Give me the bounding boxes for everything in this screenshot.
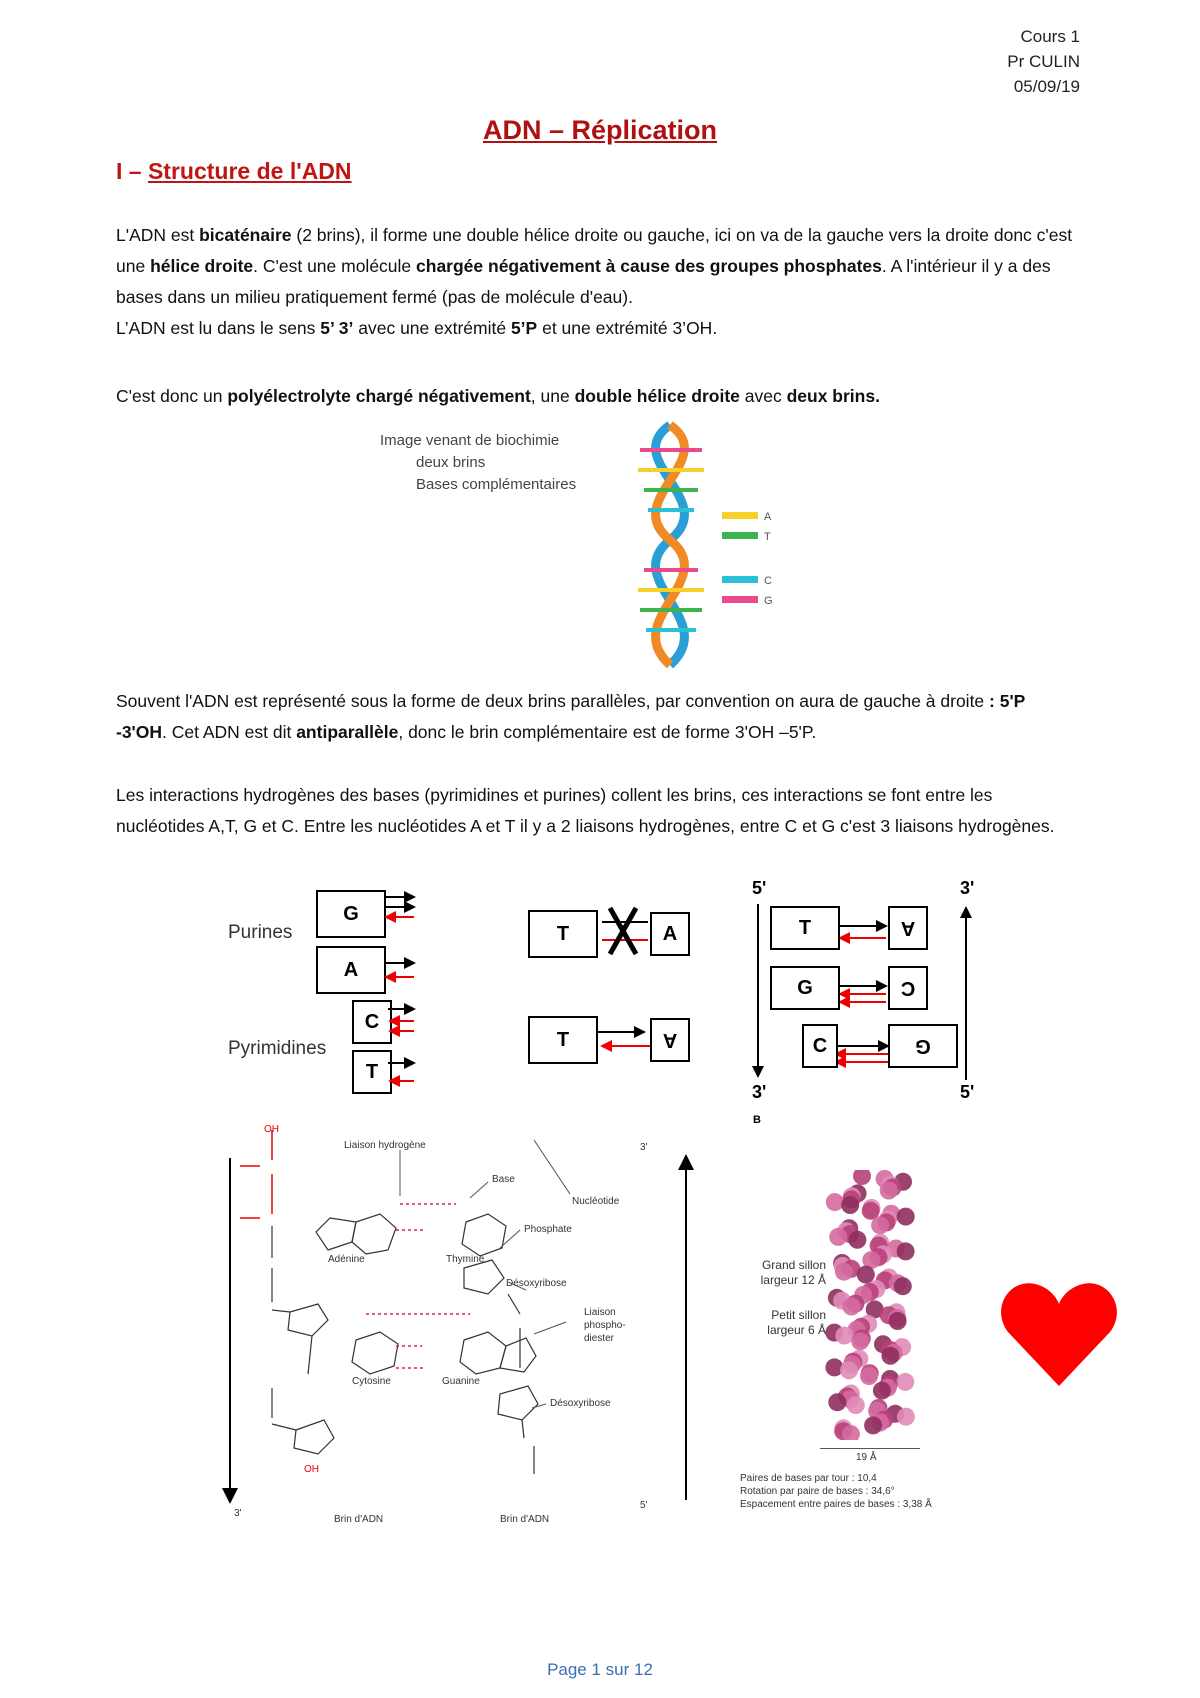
section-title	[116, 158, 352, 185]
text: , une	[530, 386, 575, 406]
stat-line: Rotation par paire de bases : 34,6°	[740, 1486, 895, 1497]
helix-atom	[826, 1193, 844, 1211]
liaison-hydrogene-label: Liaison hydrogène	[344, 1140, 426, 1151]
helix-atom	[881, 1347, 899, 1365]
strand-c2-box: C	[802, 1024, 838, 1068]
thymine-label: Thymine	[446, 1254, 485, 1265]
helix-atom	[828, 1393, 846, 1411]
middle-t-box-bottom: T	[528, 1016, 598, 1064]
helix-atom	[889, 1312, 907, 1330]
base-label: Base	[492, 1174, 515, 1185]
text: L’ADN est lu dans le sens	[116, 318, 321, 338]
legend-c: C	[764, 575, 772, 587]
adenine-label: Adénine	[328, 1254, 365, 1265]
text: . A l'intérieur il y a des bases dans un milieu pratiquement fermé (pas de molécule d'eau).	[116, 256, 1051, 307]
caption-line: Bases complémentaires	[416, 476, 577, 493]
base-c-box: C	[352, 1000, 392, 1044]
helix-atom	[871, 1216, 889, 1234]
helix-stats	[740, 1472, 932, 1511]
bold-text: deux brins.	[786, 386, 880, 406]
text: 3'OH –5'P.	[734, 722, 817, 742]
helix-atom	[897, 1408, 915, 1426]
space-filling-helix	[820, 1170, 920, 1440]
text: . C'est une molécule	[253, 256, 417, 276]
bold-text: double hélice droite	[574, 386, 740, 406]
text: et une extrémité	[537, 318, 673, 338]
bold-text: bicaténaire	[199, 225, 292, 245]
chemical-structure-figure	[220, 1118, 720, 1538]
section-title-text: Structure de l'ADN	[147, 158, 352, 184]
helix-atom	[847, 1396, 865, 1414]
header-meta	[1007, 24, 1080, 99]
strand-g-box: G	[770, 966, 840, 1010]
label-5-bottom: 5'	[640, 1500, 648, 1511]
helix-atom	[880, 1182, 898, 1200]
nucleotide-label: Nucléotide	[572, 1196, 620, 1207]
caption-line: largeur 6 Å	[767, 1323, 826, 1337]
helix-atom	[864, 1416, 882, 1434]
helix-atom	[894, 1277, 912, 1295]
desoxyribose-label-2: Désoxyribose	[550, 1398, 611, 1409]
bold-text: 5’ 3’	[320, 318, 354, 338]
label-3-top: 3'	[640, 1142, 648, 1153]
bold-text: hélice droite	[150, 256, 254, 276]
legend-a: A	[764, 511, 772, 523]
strand-g2-box: G	[888, 1024, 958, 1068]
heart-icon	[1000, 1278, 1118, 1390]
pyrimidines-label: Pyrimidines	[228, 1038, 327, 1059]
helix-atom	[897, 1208, 915, 1226]
desoxyribose-label: Désoxyribose	[506, 1278, 567, 1289]
cytosine-label: Cytosine	[352, 1376, 391, 1387]
text: C'est donc un	[116, 386, 228, 406]
helix-atom	[829, 1228, 847, 1246]
middle-arrows	[594, 1020, 652, 1060]
brin-label-2: Brin d'ADN	[500, 1514, 550, 1525]
helix-atom	[857, 1266, 875, 1284]
page-footer: Page 1 sur 12	[547, 1660, 653, 1679]
bold-text: chargée négativement à cause des groupes phosphates	[416, 256, 882, 276]
text: Souvent l'ADN est représenté sous la forme de deux brins parallèles, par convention on aura de gauche à droite	[116, 691, 990, 711]
bold-text: antiparallèle	[296, 722, 399, 742]
text: (2 brins), il forme une double hélice droite ou gauche, ici on va de la gauche vers la droite donc c'est une	[116, 225, 1073, 276]
legend-g: G	[764, 595, 773, 607]
middle-a-box-top: A	[650, 912, 690, 956]
paragraph-3	[116, 686, 1076, 748]
caption-line: largeur 12 Å	[760, 1273, 826, 1287]
bold-text: : 5'P -3'OH	[116, 691, 1025, 742]
helix-atom	[897, 1242, 915, 1260]
helix-atom	[860, 1367, 878, 1385]
base-t-box: T	[352, 1050, 392, 1094]
no-pair-cross-icon	[592, 900, 652, 960]
chemical-structure-drawing	[220, 1118, 720, 1538]
left-arrows	[380, 885, 420, 1100]
helix-atom	[851, 1332, 869, 1350]
grand-sillon-label	[750, 1258, 826, 1288]
bold-text: 5’P	[510, 318, 538, 338]
oh-top: OH	[264, 1124, 279, 1135]
text: Les interactions hydrogènes des bases (pyrimidines et purines) collent les brins, ces interactions se font entre les nucléotides A,T, G et C. Entre les nucléotides A et T il y a 2 liaisons hydrogènes, entre C et G c'est 3 liaisons hydrogènes.	[116, 785, 1055, 836]
text: avec	[739, 386, 787, 406]
strand-c-box: C	[888, 966, 928, 1010]
strand-3-top: 3'	[960, 878, 975, 898]
page-title: ADN – Réplication	[482, 115, 718, 145]
text: 3’OH.	[672, 318, 718, 338]
legend-t: T	[764, 531, 771, 543]
helix-atom	[896, 1373, 914, 1391]
text: avec une extrémité	[353, 318, 511, 338]
helix-atom	[843, 1298, 861, 1316]
caption-line: diester	[584, 1333, 615, 1344]
liaison-phosphodiester-label	[584, 1306, 626, 1345]
paragraph-2	[116, 381, 1076, 412]
panel-letter: B	[753, 1114, 761, 1126]
strand-5-bottom: 5'	[960, 1082, 975, 1102]
caption-line: Petit sillon	[771, 1308, 826, 1322]
helix-atom	[848, 1231, 866, 1249]
dna-helix-image	[610, 420, 790, 670]
bold-text: polyélectrolyte chargé négativement	[227, 386, 531, 406]
label-3-bottom: 3'	[234, 1508, 242, 1519]
strand-5-top: 5'	[752, 878, 767, 898]
brin-label-1: Brin d'ADN	[334, 1514, 384, 1525]
base-a-box: A	[316, 946, 386, 994]
text: L'ADN est	[116, 225, 200, 245]
space-filling-figure	[740, 1170, 980, 1520]
stat-line: Espacement entre paires de bases : 3,38 Å	[740, 1499, 932, 1510]
text: . Cet ADN est dit	[161, 722, 297, 742]
helix-atom	[840, 1361, 858, 1379]
strand-a-box: A	[888, 906, 928, 950]
helix-atom	[835, 1263, 853, 1281]
figure1-caption	[380, 430, 576, 496]
middle-a-box-bottom: A	[650, 1018, 690, 1062]
purines-label: Purines	[228, 922, 293, 943]
helix-atom	[873, 1382, 891, 1400]
paragraph-4	[116, 780, 1076, 842]
section-number: I –	[116, 158, 142, 184]
caption-line: deux brins	[416, 454, 486, 471]
caption-line: Liaison	[584, 1307, 616, 1318]
date-label: 05/09/19	[1013, 77, 1080, 96]
course-label: Cours 1	[1020, 27, 1080, 46]
caption-line: Grand sillon	[761, 1258, 826, 1272]
caption-line: Image venant de biochimie	[380, 432, 560, 449]
strand-3-bottom: 3'	[752, 1082, 767, 1102]
text: , donc le brin complémentaire est de forme	[398, 722, 735, 742]
oh-bottom: OH	[304, 1464, 319, 1475]
phosphate-label: Phosphate	[524, 1224, 572, 1235]
helix-atom	[835, 1327, 853, 1345]
caption-line: phospho-	[584, 1320, 626, 1331]
professor-label: Pr CULIN	[1007, 52, 1080, 71]
stat-line: Paires de bases par tour : 10,4	[740, 1473, 877, 1484]
diameter-label: 19 Å	[856, 1452, 877, 1463]
helix-atom	[853, 1170, 871, 1185]
strand-t-box: T	[770, 906, 840, 950]
middle-t-box-top: T	[528, 910, 598, 958]
guanine-label: Guanine	[442, 1376, 480, 1387]
base-g-box: G	[316, 890, 386, 938]
paragraph-1	[116, 220, 1076, 344]
base-pairing-figure	[0, 870, 1200, 1126]
diameter-line	[820, 1448, 920, 1449]
petit-sillon-label	[750, 1308, 826, 1338]
helix-atom	[841, 1196, 859, 1214]
